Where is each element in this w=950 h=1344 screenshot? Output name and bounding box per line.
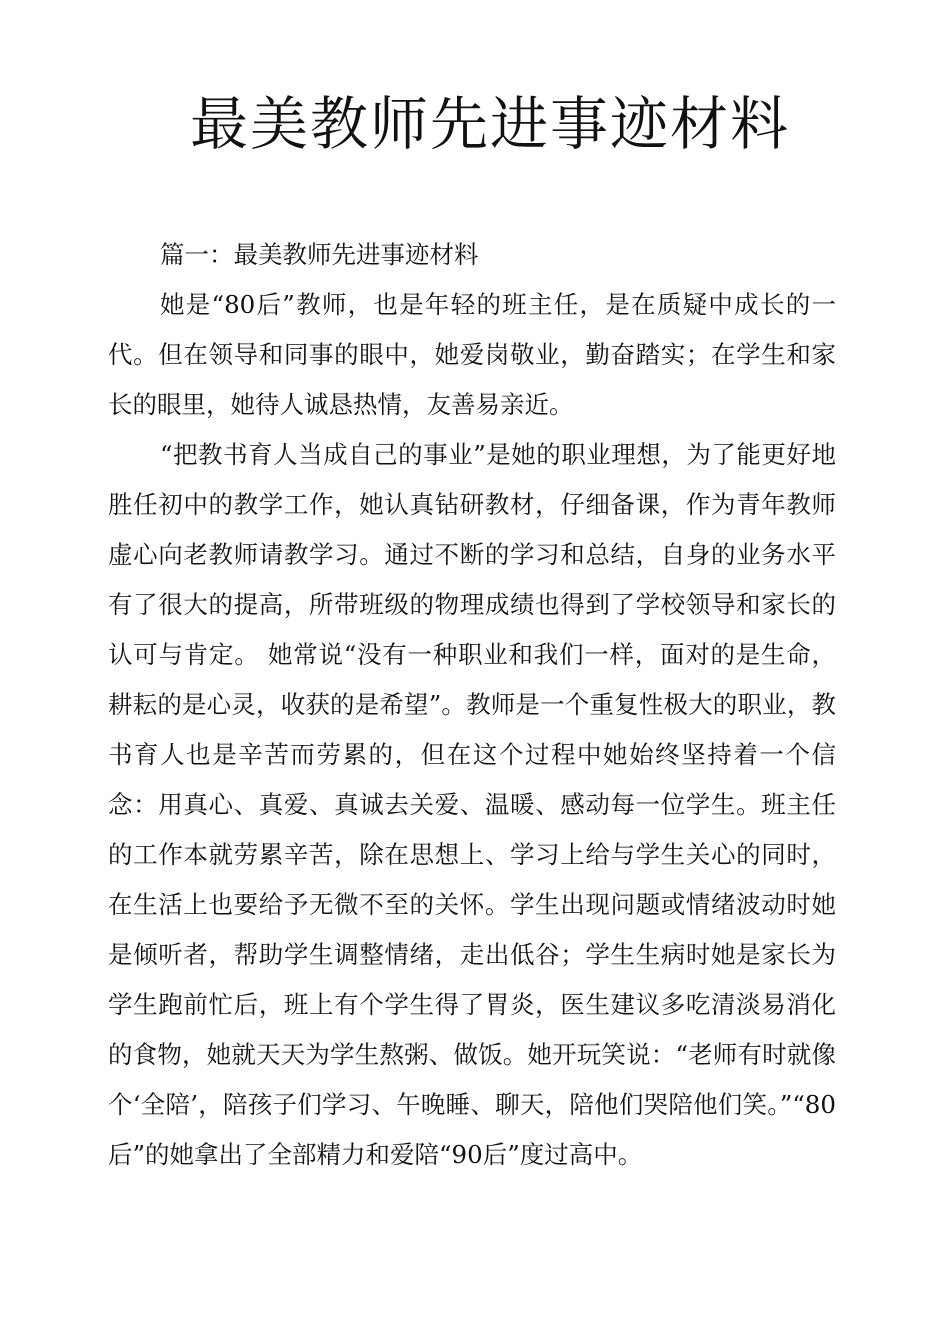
document-title: 最美教师先进事迹材料 [189, 90, 790, 158]
section-heading: 篇一：最美教师先进事迹材料 [160, 240, 479, 269]
document-body [108, 230, 836, 1180]
body-paragraph: “把教书育人当成自己的事业”是她的职业理想，为了能更好地胜任初中的教学工作，她认真钻研教材，仔细备课，作为青年教师虚心向老教师请教学习。通过不断的学习和总结，自身的业务水平有了很大的提高，所带班级的物理成绩也得到了学校领导和家长的认可与肯定。 她常说“没有一种职业和我们一样，面对的是生命，耕耘的是心灵，收获的是希望”。教师是一个重复性极大的职业，教书育人也是辛苦而劳累的，但在这个过程中她始终坚持着一个信念：用真心、真爱、真诚去关爱、温暖、感动每一位学生。班主任的工作本就劳累辛苦，除在思想上、学习上给与学生关心的同时，在生活上也要给予无微不至的关怀。学生出现问题或情绪波动时她是倾听者，帮助学生调整情绪，走出低谷；学生生病时她是家长为学生跑前忙后，班上有个学生得了胃炎，医生建议多吃清淡易消化的食物，她就天天为学生熬粥、做饭。她开玩笑说：“老师有时就像个‘全陪’，陪孩子们学习、午晚睡、聊天，陪他们哭陪他们笑。”“80后”的她拿出了全部精力和爱陪“90后”度过高中。 [108, 440, 836, 1169]
body-paragraph: 她是“80后”教师，也是年轻的班主任，是在质疑中成长的一代。但在领导和同事的眼中，她爱岗敬业，勤奋踏实；在学生和家长的眼里，她待人诚恳热情，友善易亲近。 [108, 290, 836, 419]
